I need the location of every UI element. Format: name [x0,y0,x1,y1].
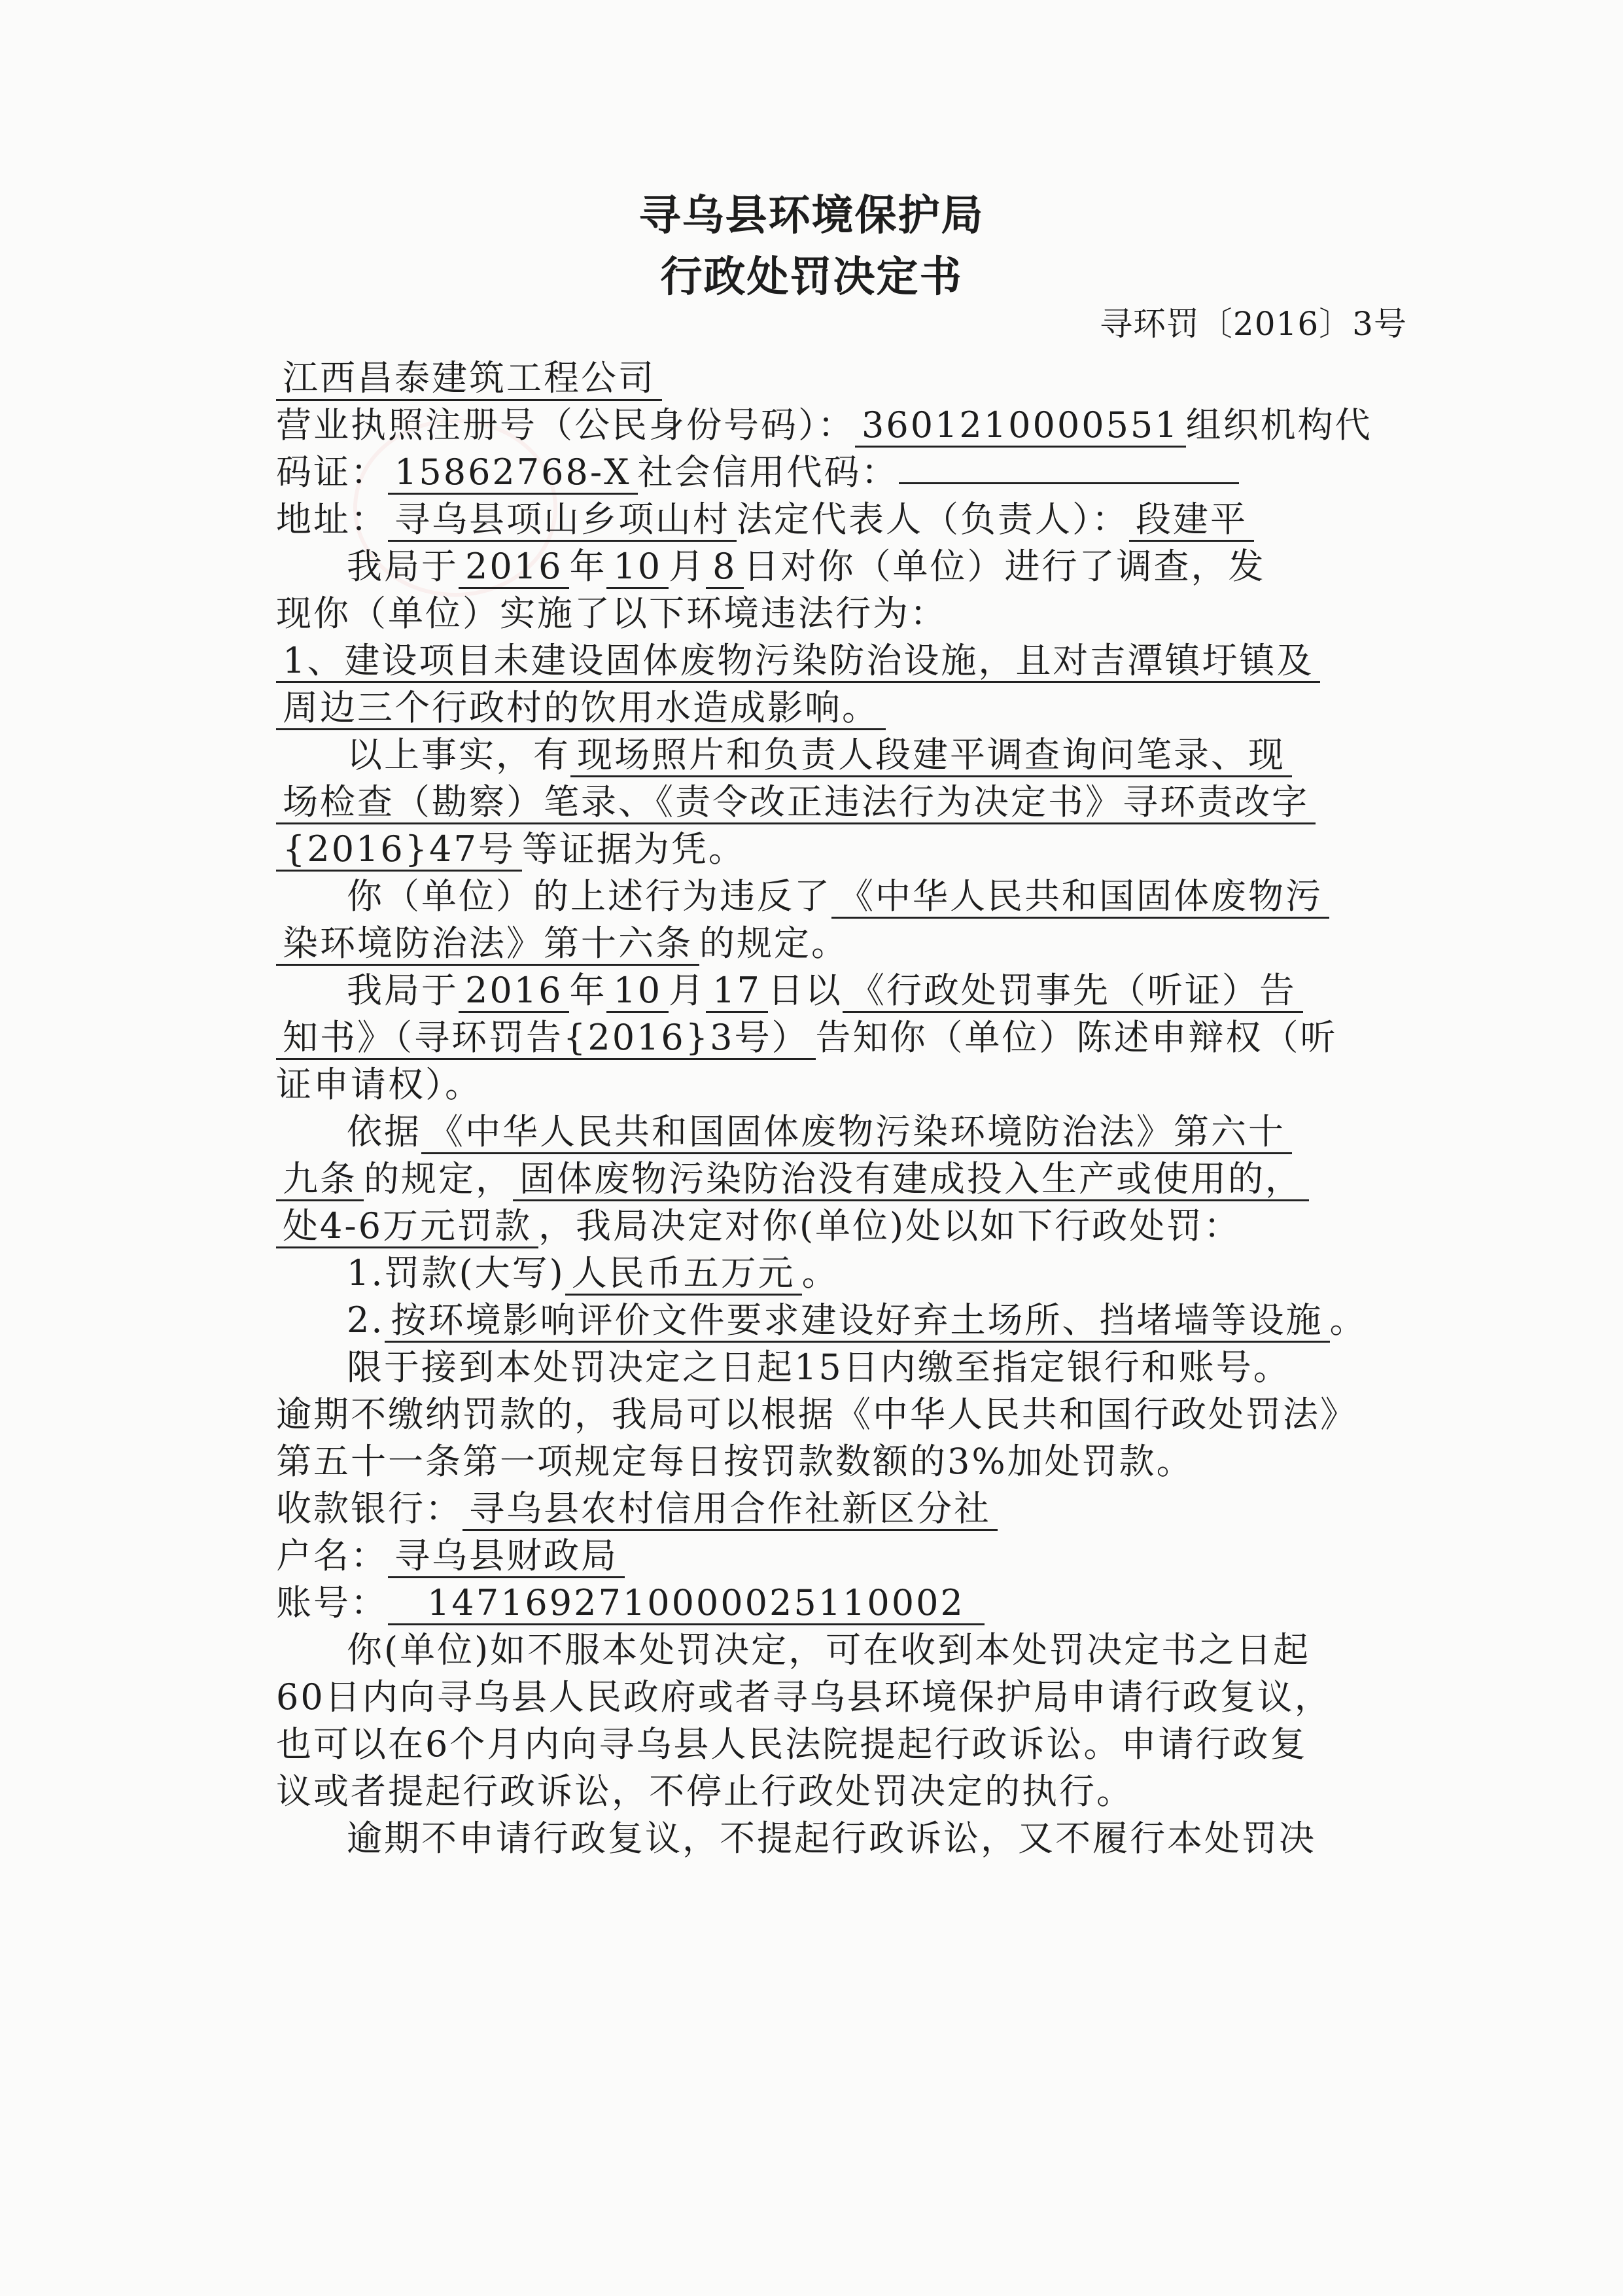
appeal-line-2: 60日内向寻乌县人民政府或者寻乌县环境保护局申请行政复议， [276,1676,1332,1718]
fine-amount: 人民币五万元 [565,1252,802,1296]
license-number: 3601210000551 [855,404,1186,448]
violated-law-line-2: 染环境防治法》第十六条 的规定。 [276,920,1401,967]
violation-1: 1、建设项目未建设固体废物污染防治设施，且对吉潭镇圩镇及 [276,637,1401,684]
party-name: 江西昌泰建筑工程公司 [276,357,662,401]
penalty-rectify: 2. 按环境影响评价文件要求建设好弃土场所、挡堵墙等设施 。 [276,1297,1401,1344]
party-name-line [276,355,1401,402]
legal-basis-line-3: 处4-6万元罚款 ，我局决定对你(单位)处以如下行政处罚： [276,1203,1401,1250]
document-title: 行政处罚决定书 [660,253,963,302]
notice-line-2: 知书》（寻环罚告{2016}3号） 告知你（单位）陈述申辩权（听 [276,1014,1401,1061]
violation-1-cont: 周边三个行政村的饮用水造成影响。 [276,684,1401,732]
enforcement-line: 逾期不申请行政复议，不提起行政诉讼，又不履行本处罚决 [347,1818,1316,1859]
evidence-line-2: 场检查（勘察）笔录、《责令改正违法行为决定书》寻环责改字 [276,779,1401,826]
bank-line: 收款银行： 寻乌县农村信用合作社新区分社 [276,1485,1401,1532]
payment-deadline: 限于接到本处罚决定之日起15日内缴至指定银行和账号。 [347,1347,1291,1388]
org-code-line: 码证： 15862768-X 社会信用代码： [276,449,1401,496]
violated-law-line: 你（单位）的上述行为违反了 《中华人民共和国固体废物污 [276,873,1401,920]
late-payment-line: 逾期不缴纳罚款的，我局可以根据《中华人民共和国行政处罚法》 [276,1394,1357,1435]
legal-basis-line-2: 九条 的规定， 固体废物污染防治没有建成投入生产或使用的， [276,1156,1401,1203]
notice-line-3: 证申请权）。 [276,1064,482,1105]
legal-basis-line: 依据 《中华人民共和国固体废物污染环境防治法》第六十 [276,1108,1401,1156]
account-line: 账号： 147169271000002511000​2 [276,1580,1401,1627]
license-line: 营业执照注册号（公民身份号码）： 3601210000551 组织机构代 [276,402,1401,449]
account-number: 147169271000002511000​2 [388,1582,985,1625]
evidence-line: 以上事实，有 现场照片和负责人段建平调查询问笔录、现 [276,732,1401,779]
credit-code [899,482,1239,484]
payee-name: 寻乌县财政局 [388,1535,625,1578]
notice-date-line: 我局于 2016 年 10 月 17 日以 《行政处罚事先（听证）告 [276,967,1401,1014]
violation-intro: 现你（单位）实施了以下环境违法行为： [276,593,947,634]
appeal-line: 你(单位)如不服本处罚决定，可在收到本处罚决定书之日起 [347,1629,1311,1670]
document-body [276,355,1401,1862]
appeal-line-4: 议或者提起行政诉讼，不停止行政处罚决定的执行。 [276,1771,1134,1812]
address: 寻乌县项山乡项山村 [388,499,737,542]
issuing-authority: 寻乌县环境保护局 [638,192,985,240]
org-code: 15862768-X [388,451,638,495]
late-payment-line-2: 第五十一条第一项规定每日按罚款数额的3%加处罚款。 [276,1441,1194,1482]
penalty-fine: 1.罚款(大写) 人民币五万元 。 [276,1250,1401,1297]
appeal-line-3: 也可以在6个月内向寻乌县人民法院提起行政诉讼。申请行政复 [276,1723,1308,1765]
address-line: 地址： 寻乌县项山乡项山村 法定代表人（负责人）： 段建平 [276,496,1401,543]
legal-representative: 段建平 [1129,499,1254,542]
bank-name: 寻乌县农村信用合作社新区分社 [462,1488,998,1531]
payee-line: 户名： 寻乌县财政局 [276,1532,1401,1580]
document-number: 寻环罚〔2016〕3号 [1099,305,1407,343]
investigation-date-line: 我局于 2016 年 10 月 8 日对你（单位）进行了调查，发 [276,543,1401,590]
evidence-line-3: {2016}47号 等证据为凭。 [276,826,1401,873]
